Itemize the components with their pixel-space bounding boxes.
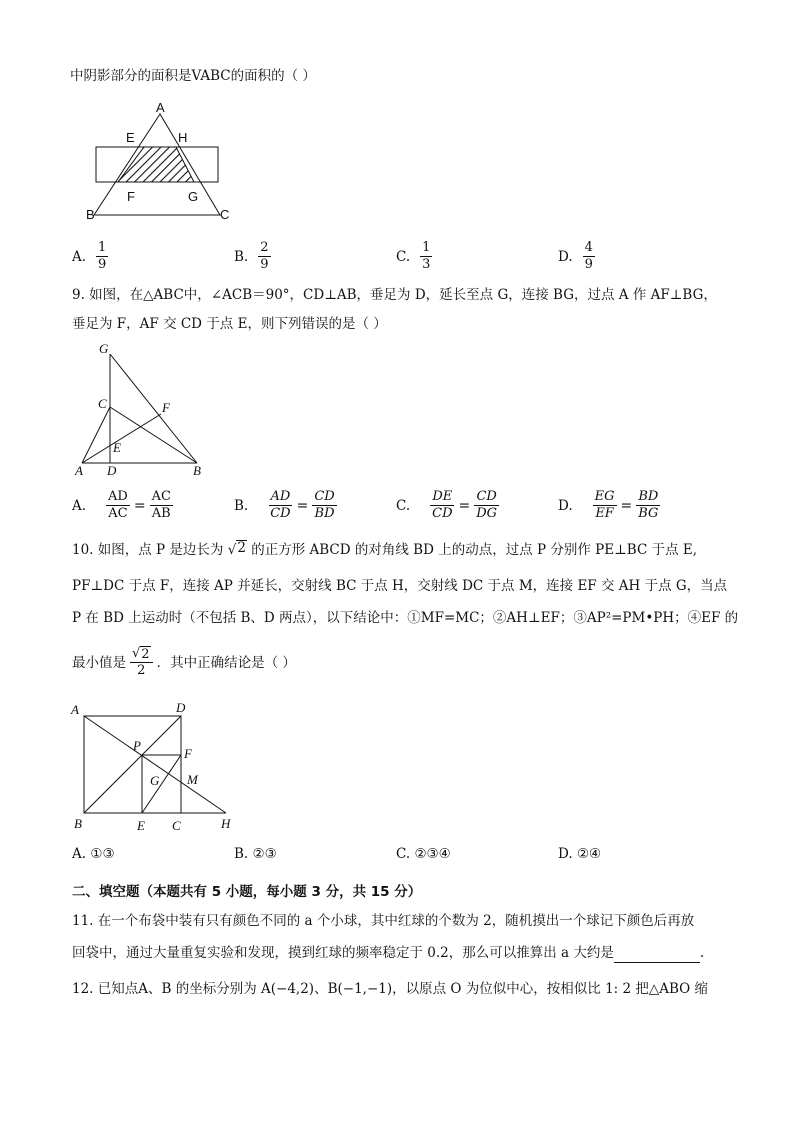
q10-label-d: D — [176, 700, 186, 715]
q9-line-1: 9. 如图，在△ABC中，∠ACB＝90°，CD⊥AB，垂足为 D，延长至点 G，连接 BG，过点 A 作 AF⊥BG， — [72, 287, 717, 303]
q11-line-2: 回袋中，通过大量重复实验和发现，摸到红球的频率稳定于 0.2，那么可以推算出 a 大约是 . — [72, 945, 705, 961]
q10-label-m: M — [187, 772, 198, 787]
q8-label-c: C — [220, 207, 230, 222]
q10-label-c: C — [172, 818, 181, 833]
q8-label-a: A — [156, 100, 165, 115]
q10-option-a[interactable]: A. ①③ — [72, 846, 115, 862]
q8-figure — [80, 100, 240, 225]
q8-option-c[interactable]: C. $\frac{1}{3}$ — [396, 240, 431, 272]
q10-label-g: G — [150, 773, 160, 788]
q10-line-4: 最小值是 √ 2 2 ．其中正确结论是（ ） — [72, 646, 296, 678]
q10-line-3: P 在 BD 上运动时（不包括 B、D 两点），以下结论中：①MF=MC；②AH⊥EF；③AP²=PM•PH；④EF 的 — [72, 610, 739, 626]
q10-label-e: E — [137, 818, 145, 833]
section-heading: 二、填空题（本题共有 5 小题，每小题 3 分，共 15 分） — [72, 884, 422, 900]
q8-option-b[interactable]: B. $\frac{2}{9}$ — [234, 240, 269, 272]
q8-intro: 中阴影部分的面积是VABC的面积的（ ） — [70, 68, 316, 84]
q10-label-a: A — [71, 702, 79, 717]
q9-option-a[interactable]: A. $\frac{AD}{AC}$ = $\frac{AC}{AB}$ — [72, 489, 171, 521]
q10-label-h: H — [221, 816, 231, 831]
q10-line-2: PF⊥DC 于点 F，连接 AP 并延长，交射线 BC 于点 H，交射线 DC 于点 M，连接 EF 交 AH 于点 G，当点 — [72, 578, 728, 594]
q11-answer-blank[interactable] — [614, 948, 700, 963]
q9-label-f: F — [162, 400, 170, 415]
q9-option-c[interactable]: C. $\frac{DE}{CD}$ = $\frac{CD}{DG}$ — [396, 489, 498, 521]
q8-label-e: E — [126, 130, 135, 145]
q10-label-f: F — [184, 746, 192, 761]
q9-option-d[interactable]: D. $\frac{EG}{EF}$ = $\frac{BD}{BG}$ — [558, 489, 659, 521]
q8-label-f: F — [127, 189, 135, 204]
q10-label-p: P — [133, 738, 141, 753]
q9-label-d: D — [107, 463, 117, 478]
q10-option-b[interactable]: B. ②③ — [234, 846, 277, 862]
q9-line-2: 垂足为 F，AF 交 CD 于点 E，则下列错误的是（ ） — [72, 316, 387, 332]
q8-label-b: B — [86, 207, 95, 222]
q10-option-c[interactable]: C. ②③④ — [396, 846, 451, 862]
q9-label-c: C — [98, 396, 107, 411]
q9-figure — [70, 338, 220, 480]
q8-option-d[interactable]: D. $\frac{4}{9}$ — [558, 240, 593, 272]
q8-label-g: G — [188, 189, 199, 204]
q11-line-1: 11. 在一个布袋中装有只有颜色不同的 a 个小球，其中红球的个数为 2，随机摸出一个球记下颜色后再放 — [72, 913, 695, 929]
q10-line-1: 10. 如图，点 P 是边长为 √ 2 的正方形 ABCD 的对角线 BD 上的动点，过点 P 分别作 PE⊥BC 于点 E, — [72, 540, 698, 558]
q10-label-b: B — [74, 816, 82, 831]
q12-line-1: 12. 已知点A、B 的坐标分别为 A(−4,2)、B(−1,−1)，以原点 O 为位似中心，按相似比 1: 2 把△ABO 缩 — [72, 981, 709, 997]
q9-option-b[interactable]: B. $\frac{AD}{CD}$ = $\frac{CD}{BD}$ — [234, 489, 335, 521]
q10-option-d[interactable]: D. ②④ — [558, 846, 602, 862]
q9-label-g: G — [99, 341, 109, 356]
q8-option-a[interactable]: A. $\frac{1}{9}$ — [72, 240, 107, 272]
q9-label-b: B — [193, 463, 201, 478]
q8-label-h: H — [178, 130, 188, 145]
q9-label-e: E — [113, 440, 121, 455]
q9-label-a: A — [75, 463, 83, 478]
q10-figure — [66, 700, 246, 838]
